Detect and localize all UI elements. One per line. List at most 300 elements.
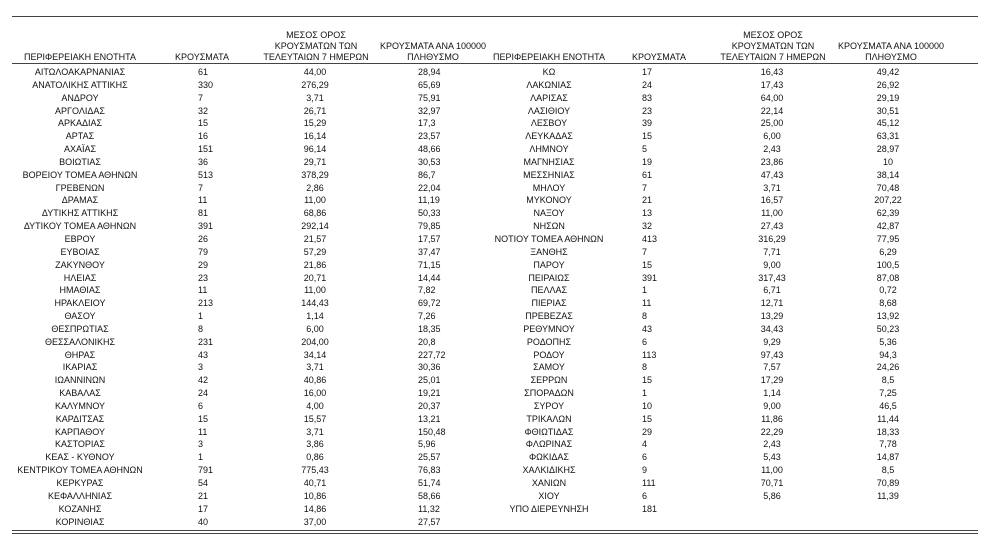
- cases-cell: 513: [198, 169, 214, 180]
- per-100k-cell: 46,5: [879, 400, 897, 411]
- table-row: [0, 400, 1004, 413]
- avg-7day-cell: 1,14: [306, 311, 324, 322]
- avg-7day-cell: 1,14: [763, 388, 781, 399]
- per-100k-cell: 42,87: [876, 221, 900, 232]
- cases-cell: 11: [198, 195, 208, 206]
- per-100k-cell: 7,25: [879, 388, 897, 399]
- per-100k-cell: 77,95: [876, 233, 900, 244]
- avg-7day-cell: 4,00: [306, 400, 324, 411]
- avg-7day-cell: 16,43: [760, 67, 784, 77]
- avg-7day-cell: 9,00: [763, 400, 781, 411]
- cases-cell: 6: [198, 400, 204, 411]
- cases-cell: 23: [198, 272, 209, 283]
- avg-7day-cell: 6,00: [763, 131, 781, 142]
- header-avg-line1: ΜΕΣΟΣ ΟΡΟΣ: [286, 30, 346, 40]
- cases-cell: 391: [198, 221, 214, 232]
- region-name-cell: ΣΑΜΟΥ: [533, 362, 565, 373]
- table-row: [0, 259, 1004, 272]
- per-100k-cell: 8,5: [881, 465, 895, 476]
- avg-7day-cell: 34,43: [760, 323, 784, 334]
- cases-cell: 1: [198, 452, 204, 463]
- avg-7day-cell: 9,00: [763, 259, 781, 270]
- cases-cell: 15: [198, 118, 209, 129]
- region-name-cell: ΝΗΣΩΝ: [533, 221, 565, 232]
- per-100k-cell: 79,85: [418, 221, 441, 232]
- table-row: [0, 79, 1004, 92]
- table-row: [0, 426, 1004, 439]
- avg-7day-cell: 775,43: [301, 465, 329, 476]
- table-row: [0, 182, 1004, 195]
- per-100k-cell: 7,82: [418, 285, 436, 296]
- cases-cell: 11: [198, 285, 208, 296]
- avg-7day-cell: 276,29: [301, 79, 329, 90]
- region-name-cell: ΠΕΛΛΑΣ: [530, 285, 568, 296]
- avg-7day-cell: 23,86: [760, 156, 784, 167]
- avg-7day-cell: 378,29: [301, 169, 329, 180]
- avg-7day-cell: 5,43: [763, 452, 781, 463]
- avg-7day-cell: 16,57: [760, 195, 784, 206]
- region-name-cell: ΑΧΑΪΑΣ: [63, 144, 97, 155]
- avg-7day-cell: 20,71: [303, 272, 327, 283]
- header-avg-line3: ΤΕΛΕΥΤΑΙΩΝ 7 ΗΜΕΡΩΝ: [263, 52, 369, 62]
- per-100k-cell: 8,68: [879, 298, 897, 309]
- region-name-cell: ΔΥΤΙΚΟΥ ΤΟΜΕΑ ΑΘΗΝΩΝ: [23, 221, 137, 232]
- per-100k-cell: 30,53: [418, 156, 441, 167]
- per-100k-cell: 19,21: [418, 388, 441, 399]
- cases-cell: 6: [642, 336, 648, 347]
- cases-cell: 391: [642, 272, 658, 283]
- per-100k-cell: 48,66: [418, 144, 441, 155]
- avg-7day-cell: 17,29: [760, 375, 784, 386]
- cases-cell: 17: [198, 503, 209, 514]
- avg-7day-cell: 11,00: [761, 208, 783, 219]
- region-name-cell: ΣΥΡΟΥ: [533, 400, 565, 411]
- per-100k-cell: 50,23: [876, 323, 900, 334]
- cases-cell: 151: [198, 144, 214, 155]
- per-100k-cell: 10: [882, 156, 893, 167]
- region-name-cell: ΣΠΟΡΑΔΩΝ: [524, 388, 574, 399]
- cases-cell: 81: [198, 208, 209, 219]
- avg-7day-cell: 37,00: [303, 516, 327, 527]
- per-100k-cell: 207,22: [874, 195, 902, 206]
- per-100k-cell: 63,31: [876, 131, 900, 142]
- cases-cell: 1: [198, 311, 204, 322]
- cases-cell: 413: [642, 233, 658, 244]
- cases-cell: 6: [642, 452, 648, 463]
- per-100k-cell: 11,39: [877, 490, 899, 501]
- avg-7day-cell: 26,71: [303, 105, 327, 116]
- table-row: [0, 516, 1004, 529]
- per-100k-cell: 70,89: [876, 478, 900, 488]
- region-name-cell: ΚΩ: [542, 67, 556, 77]
- cases-cell: 11: [198, 426, 208, 437]
- per-100k-cell: 7,78: [879, 439, 897, 450]
- cases-cell: 15: [198, 413, 209, 424]
- table-row: [0, 169, 1004, 182]
- per-100k-cell: 69,72: [418, 298, 441, 309]
- region-name-cell: ΚΕΦΑΛΛΗΝΙΑΣ: [47, 490, 113, 501]
- avg-7day-cell: 3,71: [763, 182, 781, 193]
- per-100k-cell: 37,47: [418, 246, 441, 257]
- cases-cell: 32: [198, 105, 209, 116]
- region-name-cell: ΡΟΔΟΠΗΣ: [526, 336, 572, 347]
- cases-cell: 7: [198, 92, 204, 103]
- avg-7day-cell: 2,43: [763, 439, 781, 450]
- region-name-cell: ΚΟΖΑΝΗΣ: [58, 503, 102, 514]
- per-100k-cell: 8,5: [881, 375, 895, 386]
- table-row: [0, 438, 1004, 451]
- table-row: [0, 194, 1004, 207]
- header-per-left: [372, 41, 494, 63]
- avg-7day-cell: 2,86: [306, 182, 324, 193]
- per-100k-cell: 38,14: [876, 169, 900, 180]
- cases-cell: 6: [642, 490, 648, 501]
- table-row: [0, 246, 1004, 259]
- avg-7day-cell: 21,86: [303, 259, 327, 270]
- header-avg-right: [718, 30, 828, 63]
- table-row: [0, 336, 1004, 349]
- avg-7day-cell: 34,14: [303, 349, 327, 360]
- header-per-right: [830, 41, 952, 63]
- per-100k-cell: 51,74: [418, 478, 441, 488]
- region-name-cell: ΛΑΣΙΘΙΟΥ: [527, 105, 571, 116]
- avg-7day-cell: 3,71: [306, 362, 324, 373]
- region-name-cell: ΒΟΙΩΤΙΑΣ: [59, 156, 101, 167]
- region-name-cell: ΘΑΣΟΥ: [64, 311, 96, 322]
- avg-7day-cell: 5,86: [763, 490, 781, 501]
- region-name-cell: ΗΡΑΚΛΕΙΟΥ: [54, 298, 106, 309]
- region-name-cell: ΥΠΟ ΔΙΕΡΕΥΝΗΣΗ: [509, 503, 589, 514]
- cases-cell: 54: [198, 478, 209, 488]
- header-region-left: ΠΕΡΙΦΕΡΕΙΑΚΗ ΕΝΟΤΗΤΑ: [23, 52, 137, 62]
- per-100k-cell: 13,21: [418, 413, 441, 424]
- region-name-cell: ΑΙΤΩΛΟΑΚΑΡΝΑΝΙΑΣ: [34, 67, 126, 77]
- per-100k-cell: 6,29: [879, 246, 897, 257]
- avg-7day-cell: 14,86: [303, 503, 327, 514]
- table-row: [0, 464, 1004, 477]
- cases-cell: 1: [642, 388, 648, 399]
- table-row: [0, 361, 1004, 374]
- avg-7day-cell: 40,86: [303, 375, 327, 386]
- region-name-cell: ΛΕΥΚΑΔΑΣ: [525, 131, 573, 142]
- per-100k-cell: 76,83: [418, 465, 441, 476]
- region-name-cell: ΑΡΓΟΛΙΔΑΣ: [55, 105, 105, 116]
- region-name-cell: ΜΕΣΣΗΝΙΑΣ: [523, 169, 575, 180]
- per-100k-cell: 20,37: [418, 400, 441, 411]
- cases-cell: 26: [198, 233, 209, 244]
- header-cases-left: ΚΡΟΥΣΜΑΤΑ: [175, 52, 229, 62]
- avg-7day-cell: 40,71: [303, 478, 327, 488]
- region-name-cell: ΑΝΔΡΟΥ: [61, 92, 99, 103]
- region-name-cell: ΑΡΚΑΔΙΑΣ: [57, 118, 103, 129]
- avg-7day-cell: 16,14: [303, 131, 327, 142]
- region-name-cell: ΗΜΑΘΙΑΣ: [59, 285, 101, 296]
- per-100k-cell: 5,96: [418, 439, 436, 450]
- cases-cell: 181: [642, 503, 658, 514]
- avg-7day-cell: 47,43: [760, 169, 784, 180]
- cases-cell: 24: [642, 79, 653, 90]
- cases-cell: 21: [198, 490, 209, 501]
- region-name-cell: ΚΕΑΣ - ΚΥΘΝΟΥ: [45, 452, 115, 463]
- per-100k-cell: 7,26: [418, 311, 436, 322]
- avg-7day-cell: 2,43: [763, 144, 781, 155]
- avg-7day-cell: 317,43: [758, 272, 786, 283]
- region-name-cell: ΜΥΚΟΝΟΥ: [526, 195, 572, 206]
- avg-7day-cell: 7,57: [763, 362, 781, 373]
- region-name-cell: ΓΡΕΒΕΝΩΝ: [55, 182, 105, 193]
- avg-7day-cell: 57,29: [303, 246, 327, 257]
- avg-7day-cell: 22,29: [760, 426, 784, 437]
- avg-7day-cell: 15,57: [303, 413, 327, 424]
- table-row: [0, 117, 1004, 130]
- table-row: [0, 413, 1004, 426]
- avg-7day-cell: 11,00: [304, 195, 326, 206]
- per-100k-cell: 28,97: [876, 144, 900, 155]
- cases-cell: 43: [642, 323, 653, 334]
- avg-7day-cell: 15,29: [303, 118, 327, 129]
- per-100k-cell: 20,8: [418, 336, 436, 347]
- per-100k-cell: 14,87: [876, 452, 900, 463]
- region-name-cell: ΘΕΣΠΡΩΤΙΑΣ: [51, 323, 109, 334]
- table-row: [0, 477, 1004, 490]
- cases-cell: 213: [198, 298, 214, 309]
- region-name-cell: ΙΩΑΝΝΙΝΩΝ: [54, 375, 106, 386]
- avg-7day-cell: 68,86: [303, 208, 327, 219]
- avg-7day-cell: 3,71: [306, 426, 324, 437]
- cases-cell: 36: [198, 156, 209, 167]
- header-cases-right: ΚΡΟΥΣΜΑΤΑ: [632, 52, 686, 62]
- cases-cell: 111: [642, 478, 656, 488]
- header-avg-left: [262, 30, 370, 63]
- per-100k-cell: 11,19: [418, 195, 440, 206]
- region-name-cell: ΑΡΤΑΣ: [65, 131, 95, 142]
- region-name-cell: ΗΛΕΙΑΣ: [63, 272, 97, 283]
- region-name-cell: ΚΑΒΑΛΑΣ: [59, 388, 101, 399]
- table-row: [0, 233, 1004, 246]
- per-100k-cell: 62,39: [876, 208, 900, 219]
- region-name-cell: ΠΙΕΡΙΑΣ: [531, 298, 567, 309]
- region-name-cell: ΡΕΘΥΜΝΟΥ: [523, 323, 575, 334]
- region-name-cell: ΝΑΞΟΥ: [533, 208, 565, 219]
- header-region-right: ΠΕΡΙΦΕΡΕΙΑΚΗ ΕΝΟΤΗΤΑ: [492, 52, 606, 62]
- per-100k-cell: 26,92: [876, 79, 900, 90]
- region-name-cell: ΖΑΚΥΝΘΟΥ: [55, 259, 105, 270]
- region-name-cell: ΚΕΝΤΡΙΚΟΥ ΤΟΜΕΑ ΑΘΗΝΩΝ: [17, 465, 143, 476]
- cases-cell: 7: [642, 182, 648, 193]
- cases-cell: 61: [642, 169, 653, 180]
- table-row: [0, 143, 1004, 156]
- avg-7day-cell: 292,14: [301, 221, 329, 232]
- avg-7day-cell: 316,29: [758, 233, 786, 244]
- region-name-cell: ΝΟΤΙΟΥ ΤΟΜΕΑ ΑΘΗΝΩΝ: [494, 233, 604, 244]
- cases-cell: 42: [198, 375, 209, 386]
- avg-7day-cell: 11,00: [761, 465, 783, 476]
- table-body: [0, 66, 1004, 528]
- per-100k-cell: 5,36: [879, 336, 897, 347]
- table-row: [0, 297, 1004, 310]
- cases-cell: 330: [198, 79, 214, 90]
- avg-7day-cell: 27,43: [760, 221, 784, 232]
- region-name-cell: ΡΟΔΟΥ: [533, 349, 565, 360]
- per-100k-cell: 87,08: [876, 272, 900, 283]
- table-row: [0, 503, 1004, 516]
- per-100k-cell: 50,33: [418, 208, 441, 219]
- cases-cell: 7: [642, 246, 648, 257]
- region-name-cell: ΚΑΡΔΙΤΣΑΣ: [55, 413, 105, 424]
- cases-cell: 15: [642, 413, 653, 424]
- per-100k-cell: 11,32: [418, 503, 440, 514]
- avg-7day-cell: 3,71: [306, 92, 324, 103]
- avg-7day-cell: 9,29: [763, 336, 781, 347]
- per-100k-cell: 18,35: [418, 323, 441, 334]
- region-name-cell: ΚΕΡΚΥΡΑΣ: [56, 478, 104, 488]
- per-100k-cell: 11,44: [877, 413, 899, 424]
- avg-7day-cell: 25,00: [760, 118, 784, 129]
- table-row: [0, 105, 1004, 118]
- header-avg-line3: ΤΕΛΕΥΤΑΙΩΝ 7 ΗΜΕΡΩΝ: [720, 52, 826, 62]
- table-row: [0, 130, 1004, 143]
- avg-7day-cell: 16,00: [303, 388, 327, 399]
- table-bottom-border-double: [12, 533, 978, 534]
- per-100k-cell: 94,3: [879, 349, 897, 360]
- per-100k-cell: 58,66: [418, 490, 441, 501]
- cases-cell: 3: [198, 362, 204, 373]
- cases-cell: 231: [198, 336, 214, 347]
- cases-cell: 791: [198, 465, 214, 476]
- per-100k-cell: 25,57: [418, 452, 441, 463]
- header-avg-line1: ΜΕΣΟΣ ΟΡΟΣ: [743, 30, 803, 40]
- region-name-cell: ΚΑΡΠΑΘΟΥ: [54, 426, 106, 437]
- per-100k-cell: 28,94: [418, 67, 441, 77]
- avg-7day-cell: 11,00: [304, 285, 326, 296]
- table-row: [0, 310, 1004, 323]
- per-100k-cell: 27,57: [418, 516, 441, 527]
- cases-cell: 83: [642, 92, 653, 103]
- cases-cell: 24: [198, 388, 209, 399]
- avg-7day-cell: 96,14: [303, 144, 327, 155]
- cases-cell: 113: [642, 349, 657, 360]
- avg-7day-cell: 144,43: [301, 298, 329, 309]
- cases-cell: 43: [198, 349, 209, 360]
- cases-cell: 61: [198, 67, 209, 77]
- per-100k-cell: 30,51: [876, 105, 900, 116]
- avg-7day-cell: 11,86: [761, 413, 783, 424]
- avg-7day-cell: 29,71: [303, 156, 327, 167]
- cases-cell: 9: [642, 465, 648, 476]
- per-100k-cell: 100,5: [876, 259, 900, 270]
- cases-cell: 1: [642, 285, 648, 296]
- avg-7day-cell: 204,00: [301, 336, 329, 347]
- table-row: [0, 387, 1004, 400]
- cases-cell: 15: [642, 259, 653, 270]
- cases-cell: 8: [642, 311, 648, 322]
- cases-cell: 13: [642, 208, 653, 219]
- region-name-cell: ΜΗΛΟΥ: [532, 182, 566, 193]
- cases-cell: 5: [642, 144, 648, 155]
- avg-7day-cell: 13,29: [760, 311, 784, 322]
- cases-cell: 19: [642, 156, 653, 167]
- per-100k-cell: 18,33: [876, 426, 900, 437]
- region-name-cell: ΚΑΛΥΜΝΟΥ: [54, 400, 106, 411]
- header-avg-line2: ΚΡΟΥΣΜΑΤΩΝ ΤΩΝ: [731, 41, 815, 51]
- table-row: [0, 220, 1004, 233]
- region-name-cell: ΙΚΑΡΙΑΣ: [62, 362, 98, 373]
- cases-cell: 3: [198, 439, 204, 450]
- region-name-cell: ΦΩΚΙΔΑΣ: [529, 452, 569, 463]
- cases-cell: 15: [642, 375, 653, 386]
- per-100k-cell: 75,91: [418, 92, 441, 103]
- region-name-cell: ΜΑΓΝΗΣΙΑΣ: [523, 156, 575, 167]
- table-row: [0, 490, 1004, 503]
- per-100k-cell: 71,15: [418, 259, 441, 270]
- avg-7day-cell: 7,71: [763, 246, 781, 257]
- table-row: [0, 207, 1004, 220]
- table-top-border: [12, 16, 978, 17]
- cases-cell: 40: [198, 516, 209, 527]
- cases-cell: 17: [642, 67, 653, 77]
- region-name-cell: ΤΡΙΚΑΛΩΝ: [526, 413, 572, 424]
- table-row: [0, 349, 1004, 362]
- avg-7day-cell: 22,14: [760, 105, 784, 116]
- cases-cell: 8: [198, 323, 204, 334]
- per-100k-cell: 227,72: [418, 349, 446, 360]
- cases-cell: 29: [198, 259, 209, 270]
- region-name-cell: ΛΑΡΙΣΑΣ: [530, 92, 568, 103]
- region-name-cell: ΠΑΡΟΥ: [533, 259, 565, 270]
- cases-cell: 7: [198, 182, 204, 193]
- region-name-cell: ΧΑΝΙΩΝ: [531, 478, 567, 488]
- per-100k-cell: 22,04: [418, 182, 441, 193]
- region-name-cell: ΘΗΡΑΣ: [64, 349, 96, 360]
- cases-cell: 10: [642, 400, 653, 411]
- region-name-cell: ΣΕΡΡΩΝ: [530, 375, 568, 386]
- region-name-cell: ΑΝΑΤΟΛΙΚΗΣ ΑΤΤΙΚΗΣ: [32, 79, 128, 90]
- table-row: [0, 451, 1004, 464]
- avg-7day-cell: 3,86: [306, 439, 324, 450]
- region-name-cell: ΕΥΒΟΙΑΣ: [60, 246, 100, 257]
- region-name-cell: ΔΡΑΜΑΣ: [61, 195, 99, 206]
- per-100k-cell: 150,48: [418, 426, 446, 437]
- region-name-cell: ΚΑΣΤΟΡΙΑΣ: [55, 439, 105, 450]
- avg-7day-cell: 12,71: [760, 298, 784, 309]
- table-row: [0, 272, 1004, 285]
- region-name-cell: ΔΥΤΙΚΗΣ ΑΤΤΙΚΗΣ: [41, 208, 119, 219]
- per-100k-cell: 13,92: [876, 311, 900, 322]
- header-per-line2: ΠΛΗΘΥΣΜΟ: [865, 52, 917, 62]
- per-100k-cell: 23,57: [418, 131, 441, 142]
- cases-cell: 23: [642, 105, 653, 116]
- per-100k-cell: 29,19: [876, 92, 900, 103]
- cases-cell: 21: [642, 195, 653, 206]
- region-name-cell: ΚΟΡΙΝΘΙΑΣ: [55, 516, 105, 527]
- region-name-cell: ΒΟΡΕΙΟΥ ΤΟΜΕΑ ΑΘΗΝΩΝ: [22, 169, 138, 180]
- avg-7day-cell: 21,57: [303, 233, 327, 244]
- avg-7day-cell: 10,86: [303, 490, 327, 501]
- region-name-cell: ΛΗΜΝΟΥ: [529, 144, 569, 155]
- avg-7day-cell: 70,71: [760, 478, 784, 488]
- cases-cell: 39: [642, 118, 653, 129]
- per-100k-cell: 30,36: [418, 362, 441, 373]
- table-row: [0, 323, 1004, 336]
- header-per-line1: ΚΡΟΥΣΜΑΤΑ ΑΝΑ 100000: [838, 41, 944, 51]
- avg-7day-cell: 64,00: [760, 92, 784, 103]
- cases-cell: 4: [642, 439, 648, 450]
- per-100k-cell: 70,48: [876, 182, 900, 193]
- per-100k-cell: 17,57: [418, 233, 441, 244]
- per-100k-cell: 0,72: [879, 285, 897, 296]
- region-name-cell: ΛΕΣΒΟΥ: [530, 118, 568, 129]
- avg-7day-cell: 0,86: [306, 452, 324, 463]
